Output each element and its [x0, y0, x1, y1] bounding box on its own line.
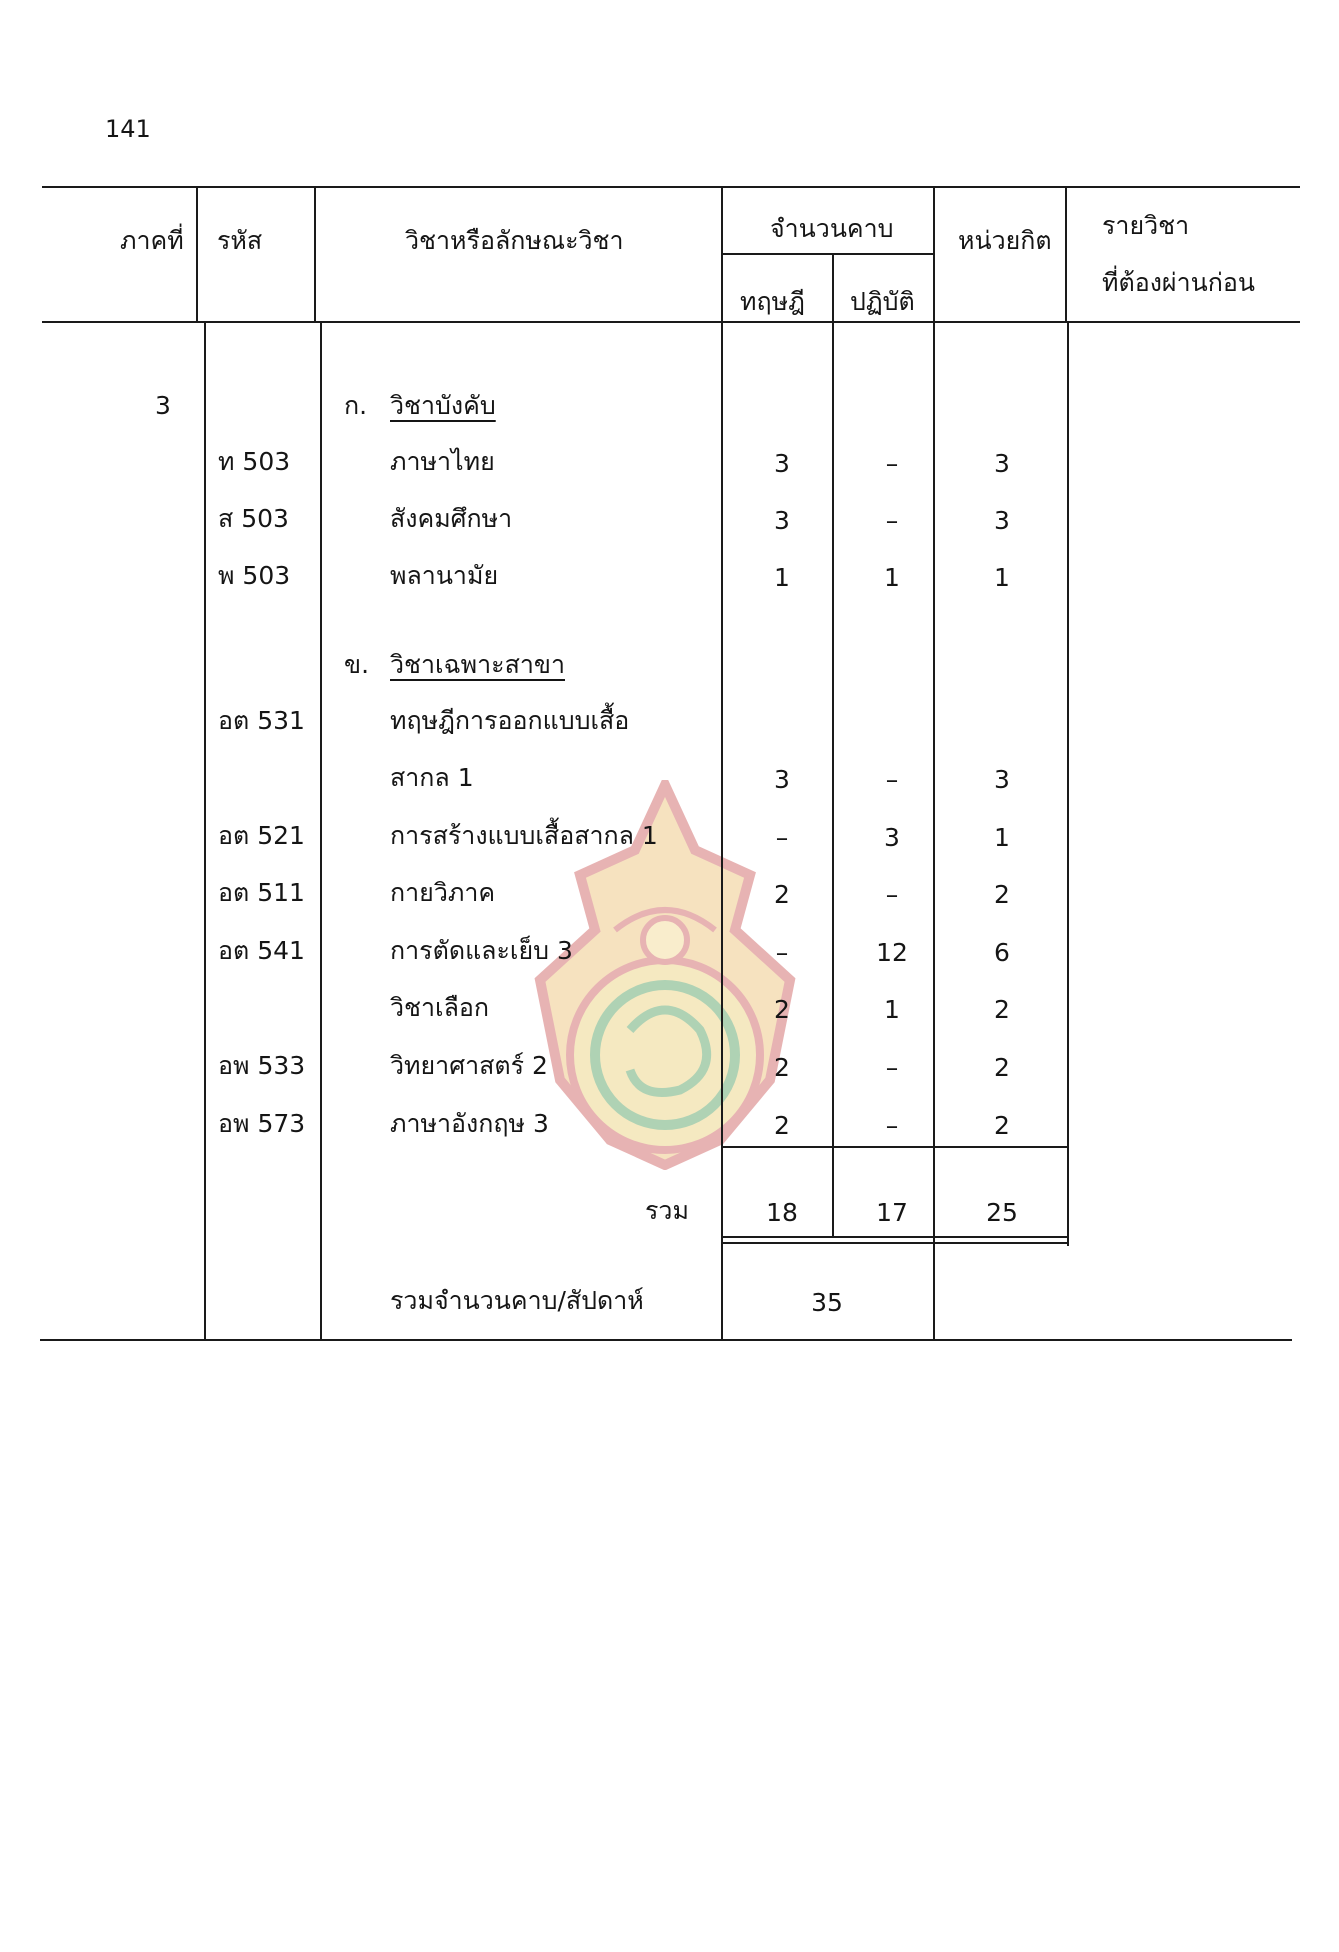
col-rule-prereq [1067, 322, 1069, 1246]
row-credits: 2 [994, 1111, 1010, 1140]
row-code: อต 541 [218, 936, 305, 965]
grand-total-label: รวมจำนวนคาบ/สัปดาห์ [390, 1286, 644, 1315]
header-prereq-line1: รายวิชา [1102, 211, 1190, 240]
header-credits: หน่วยกิต [958, 226, 1052, 255]
term-number: 3 [155, 391, 171, 420]
row-credits: 1 [994, 823, 1010, 852]
row-subject: สากล 1 [390, 763, 474, 792]
row-theory: – [775, 938, 789, 967]
row-subject: พลานามัย [390, 561, 499, 590]
row-subject: การตัดและเย็บ 3 [390, 936, 573, 965]
header-theory: ทฤษฎี [740, 287, 805, 316]
row-code: อพ 533 [218, 1051, 306, 1080]
col-rule-code [204, 322, 206, 1340]
section-a-title: วิชาบังคับ [390, 391, 496, 420]
header-prereq-line2: ที่ต้องผ่านก่อน [1102, 268, 1255, 297]
row-theory: 2 [774, 1053, 790, 1082]
row-practice: 12 [876, 938, 908, 967]
col-rule-practice [832, 253, 834, 1238]
row-code: ท 503 [218, 447, 291, 476]
header-term: ภาคที่ [120, 226, 184, 255]
col-rule-term [196, 186, 198, 322]
total-theory: 18 [766, 1198, 798, 1227]
total-credits: 25 [986, 1198, 1018, 1227]
row-subject: วิทยาศาสตร์ 2 [390, 1051, 548, 1080]
row-credits: 2 [994, 1053, 1010, 1082]
row-theory: 3 [774, 449, 790, 478]
page-number: 141 [105, 115, 151, 143]
row-practice: – [885, 1111, 899, 1140]
row-code: พ 503 [218, 561, 291, 590]
col-rule-credits [933, 186, 935, 1340]
row-theory: 2 [774, 880, 790, 909]
row-theory: 2 [774, 995, 790, 1024]
col-rule-subject [320, 322, 322, 1340]
row-practice: 3 [884, 823, 900, 852]
section-a-marker: ก. [344, 391, 368, 420]
col-rule-prereq-head [1065, 186, 1067, 322]
row-subject: ภาษาอังกฤษ 3 [390, 1109, 549, 1138]
row-practice: – [885, 1053, 899, 1082]
row-code: อต 511 [218, 878, 305, 907]
table-top-rule [42, 186, 1300, 188]
total-top-rule [721, 1146, 1069, 1148]
header-periods: จำนวนคาบ [770, 214, 894, 243]
row-practice: – [885, 765, 899, 794]
row-subject: ภาษาไทย [390, 447, 495, 476]
row-practice: – [885, 506, 899, 535]
grand-total-value: 35 [811, 1288, 843, 1317]
row-subject: การสร้างแบบเสื้อสากล 1 [390, 821, 658, 850]
total-bottom-rule [721, 1236, 1069, 1238]
total-bottom-rule-double [721, 1242, 1069, 1244]
section-b-marker: ข. [344, 650, 370, 679]
periods-header-rule [721, 253, 933, 255]
section-b-title: วิชาเฉพาะสาขา [390, 650, 565, 679]
row-credits: 2 [994, 880, 1010, 909]
col-rule-theory [721, 186, 723, 1340]
row-subject: ทฤษฎีการออกแบบเสื้อ [390, 706, 630, 735]
row-theory: 1 [774, 563, 790, 592]
row-subject: วิชาเลือก [390, 993, 490, 1022]
header-practice: ปฏิบัติ [850, 287, 915, 316]
row-subject: กายวิภาค [390, 878, 496, 907]
row-theory: 2 [774, 1111, 790, 1140]
row-practice: 1 [884, 563, 900, 592]
row-code: อพ 573 [218, 1109, 306, 1138]
row-credits: 1 [994, 563, 1010, 592]
row-subject: สังคมศึกษา [390, 504, 513, 533]
row-credits: 3 [994, 449, 1010, 478]
row-credits: 3 [994, 506, 1010, 535]
row-theory: 3 [774, 506, 790, 535]
table-bottom-rule [40, 1339, 1292, 1341]
row-practice: 1 [884, 995, 900, 1024]
row-credits: 3 [994, 765, 1010, 794]
row-credits: 2 [994, 995, 1010, 1024]
row-theory: 3 [774, 765, 790, 794]
row-code: อต 521 [218, 821, 305, 850]
row-credits: 6 [994, 938, 1010, 967]
header-code: รหัส [217, 226, 263, 255]
row-code: ส 503 [218, 504, 289, 533]
row-practice: – [885, 449, 899, 478]
total-label: รวม [645, 1196, 689, 1225]
row-practice: – [885, 880, 899, 909]
header-bottom-rule [42, 321, 1300, 323]
col-rule-subject-head [314, 186, 316, 322]
header-subject: วิชาหรือลักษณะวิชา [405, 226, 624, 255]
total-practice: 17 [876, 1198, 908, 1227]
row-code: อต 531 [218, 706, 305, 735]
row-theory: – [775, 823, 789, 852]
